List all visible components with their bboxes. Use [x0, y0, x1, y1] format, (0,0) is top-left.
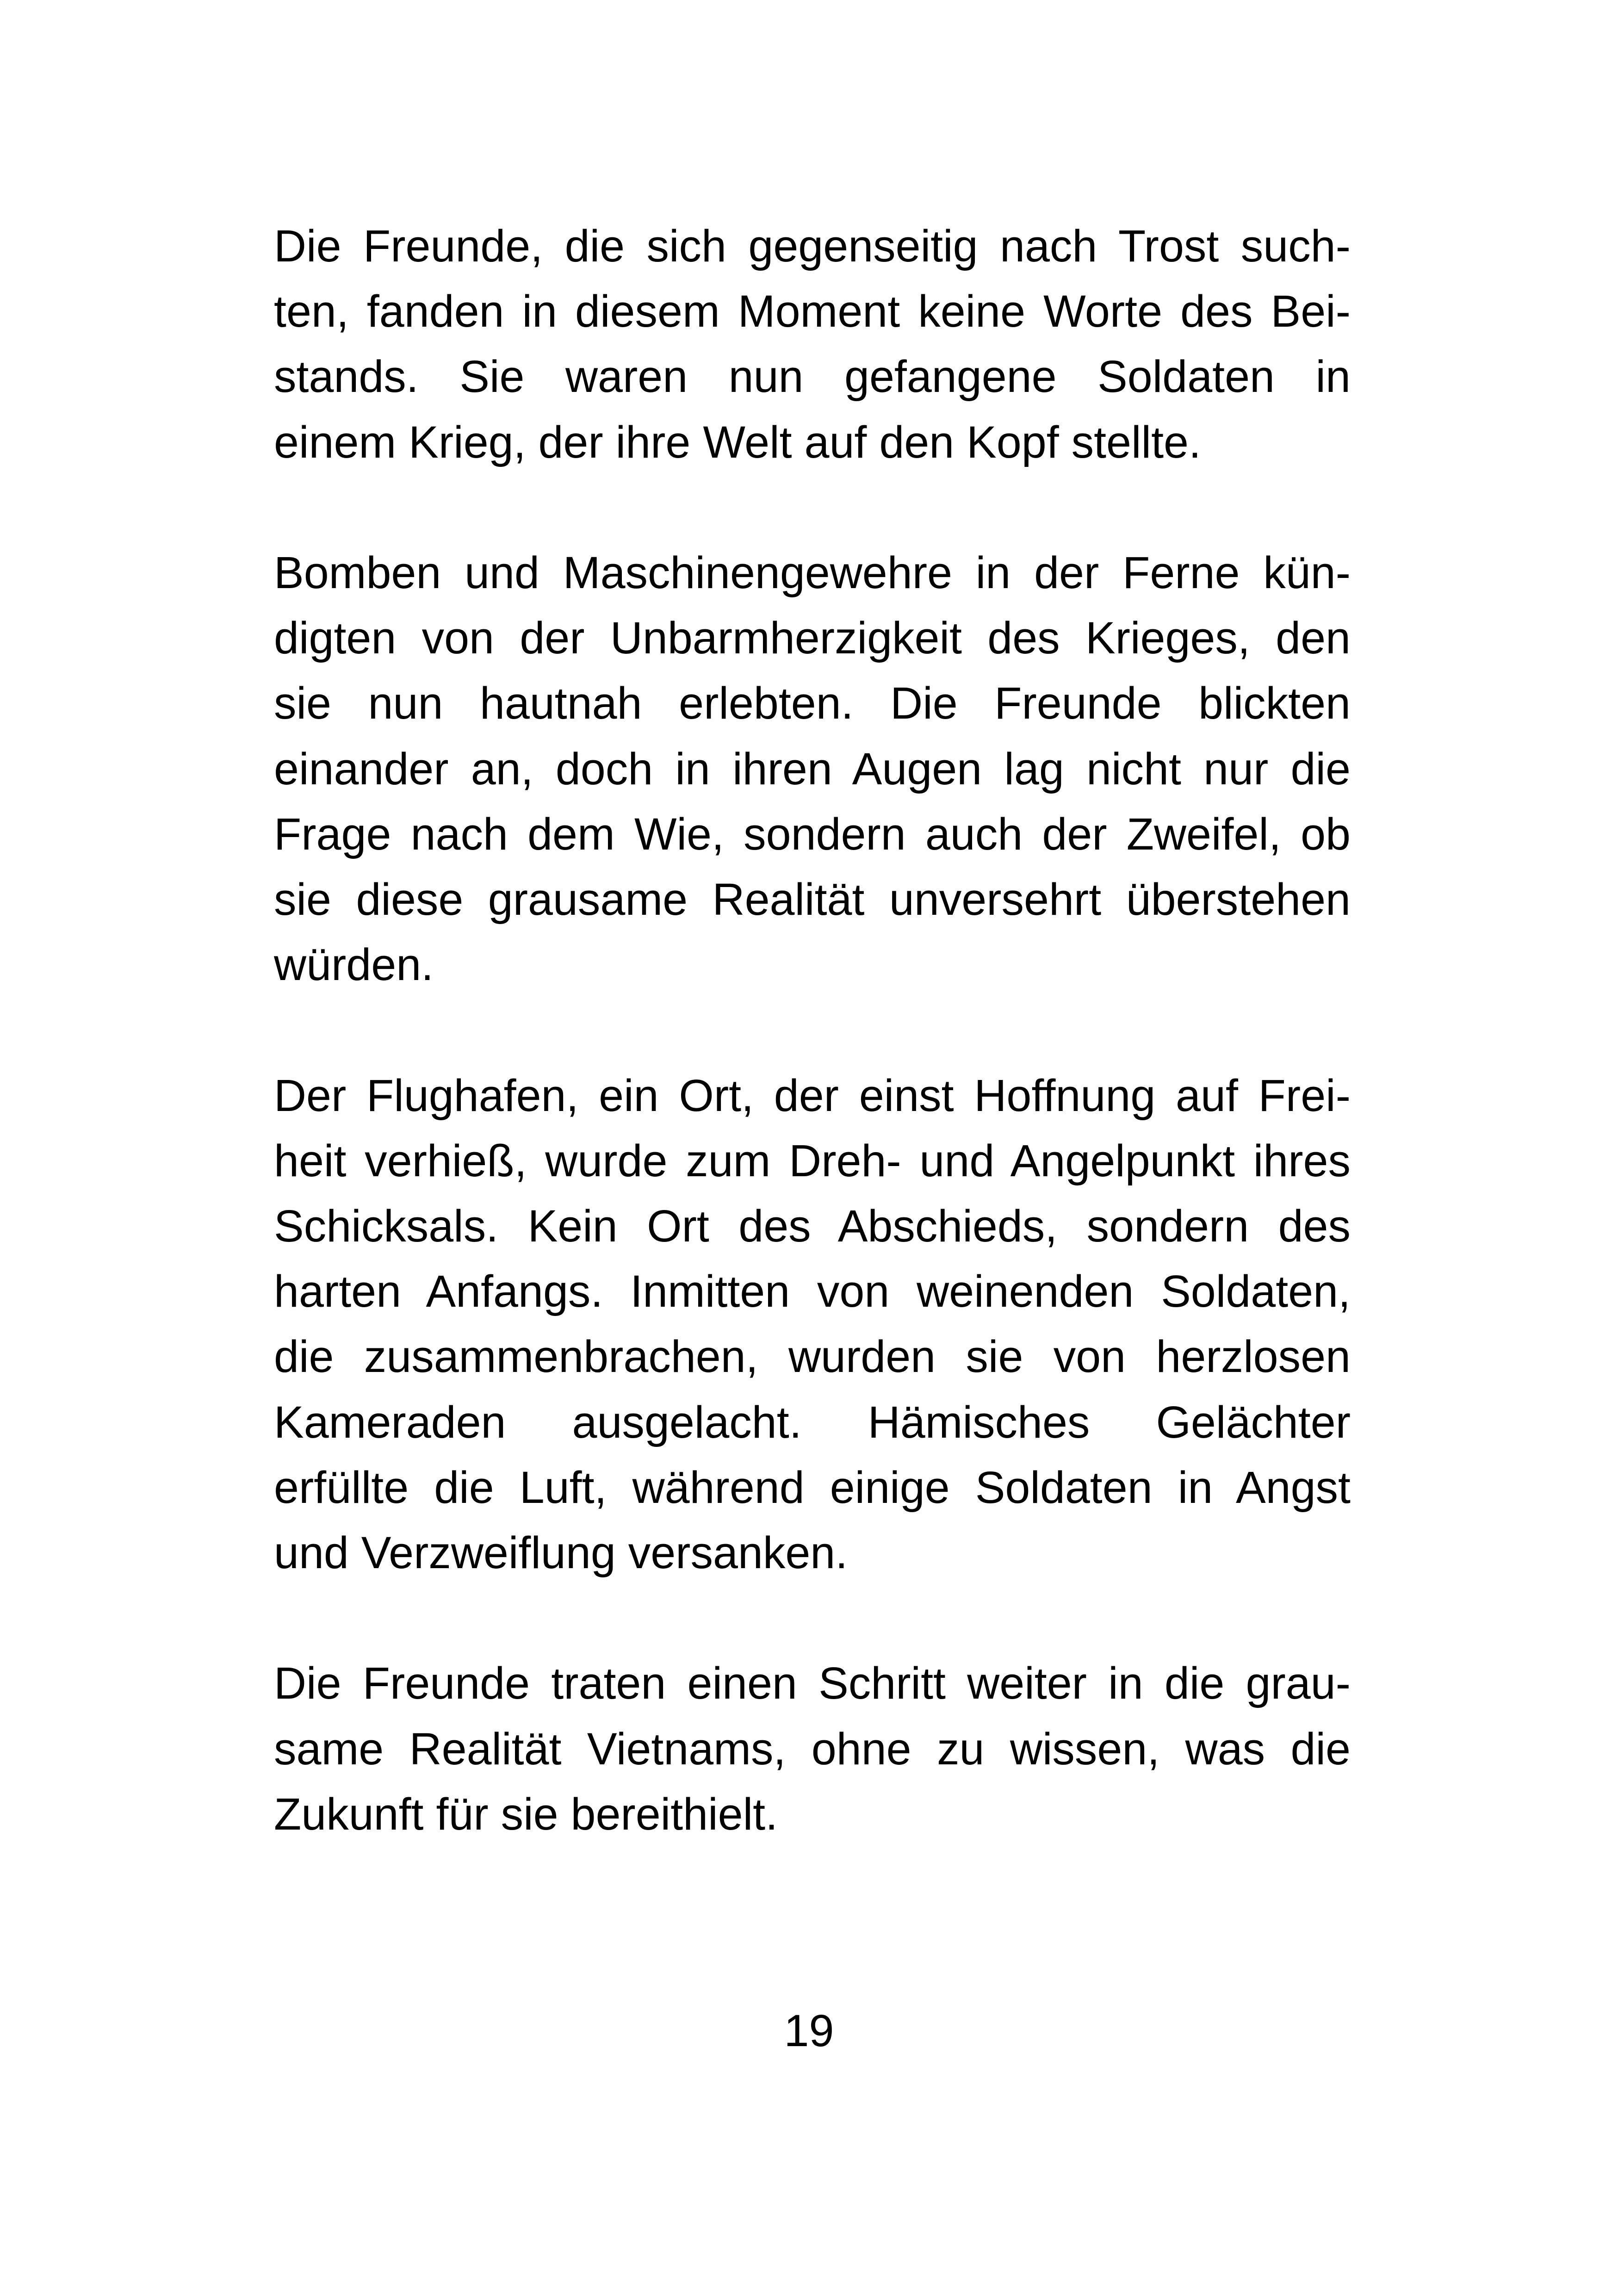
text-line: heit verhieß, wurde zum Dreh- und Angelpunkt ihres [274, 1135, 1351, 1186]
text-line: erfüllte die Luft, während einige Soldaten in Angst [274, 1462, 1351, 1513]
text-line: Zukunft für sie bereithielt. [274, 1788, 778, 1839]
text-line: stands. Sie waren nun gefangene Soldaten in [274, 351, 1351, 402]
text-line: die zusammenbrachen, wurden sie von herzlosen [274, 1331, 1351, 1382]
text-line: Frage nach dem Wie, sondern auch der Zweifel, ob [274, 808, 1351, 859]
paragraph-4 [274, 1651, 1351, 1847]
paragraph-1 [274, 213, 1351, 475]
text-line: Die Freunde traten einen Schritt weiter in die grau- [274, 1658, 1351, 1709]
text-line: Der Flughafen, ein Ort, der einst Hoffnung auf Frei- [274, 1070, 1351, 1121]
text-line: harten Anfangs. Inmitten von weinenden Soldaten, [274, 1266, 1351, 1317]
paragraph-3 [274, 1063, 1351, 1586]
text-line: ten, fanden in diesem Moment keine Worte des Bei- [274, 286, 1351, 337]
text-line: einander an, doch in ihren Augen lag nicht nur die [274, 743, 1351, 794]
text-line: sie nun hautnah erlebten. Die Freunde blickten [274, 678, 1351, 729]
text-line: same Realität Vietnams, ohne zu wissen, was die [274, 1723, 1351, 1774]
text-line: einem Krieg, der ihre Welt auf den Kopf stellte. [274, 416, 1201, 467]
text-line: sie diese grausame Realität unversehrt überstehen [274, 874, 1351, 925]
text-line: würden. [274, 939, 434, 990]
page-number: 19 [784, 2005, 834, 2056]
text-line: und Verzweiflung versanken. [274, 1527, 848, 1578]
text-line: Schicksals. Kein Ort des Abschieds, sondern des [274, 1201, 1351, 1252]
body-text [274, 213, 1351, 1847]
paragraph-2 [274, 540, 1351, 997]
text-line: Die Freunde, die sich gegenseitig nach Trost such- [274, 221, 1351, 271]
text-line: digten von der Unbarmherzigkeit des Krieges, den [274, 613, 1351, 664]
text-line: Kameraden ausgelacht. Hämisches Gelächter [274, 1396, 1351, 1447]
text-line: Bomben und Maschinengewehre in der Ferne kün- [274, 547, 1351, 598]
